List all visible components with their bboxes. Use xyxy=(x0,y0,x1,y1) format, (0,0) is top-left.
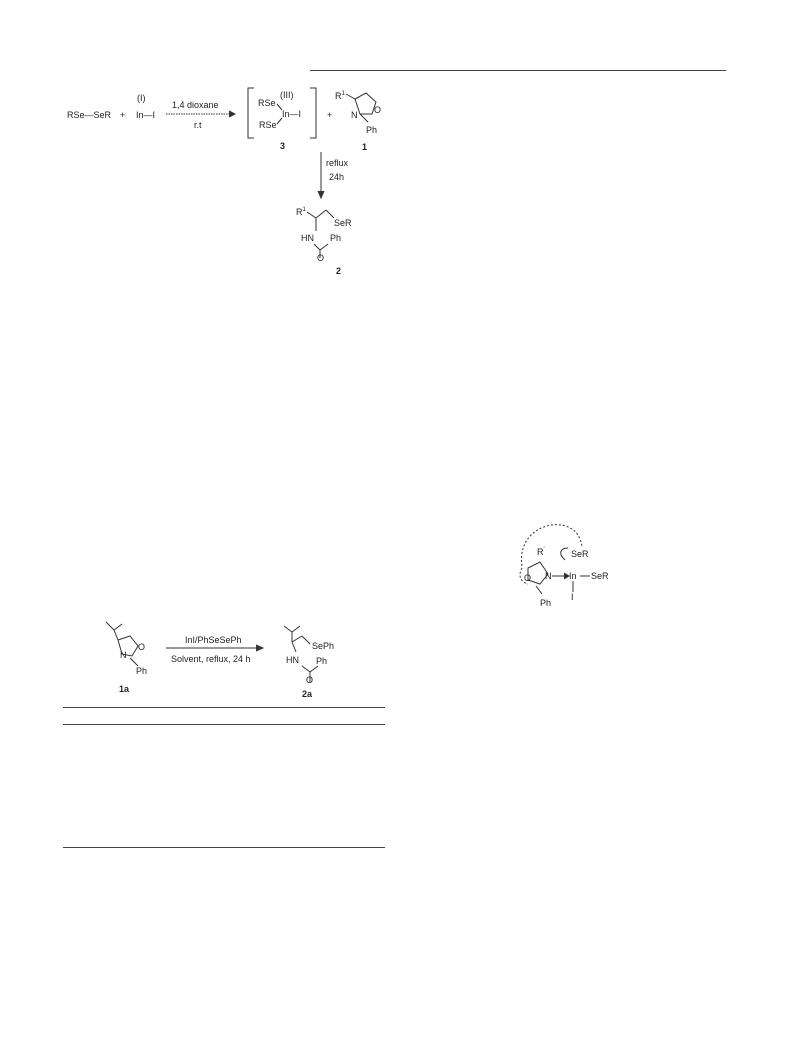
product-2a-hn: HN xyxy=(286,655,299,665)
product-hn: HN xyxy=(301,233,314,243)
product-2a-seph: SePh xyxy=(312,641,335,651)
mechanism-ser-right: SeR xyxy=(591,571,609,581)
diselenide-label: RSe—SeR xyxy=(67,110,112,120)
conditions-solvent: 1,4 dioxane xyxy=(172,100,219,110)
oxazoline-n: N xyxy=(351,110,358,120)
intermediate-in-i: In—I xyxy=(282,109,302,119)
oxazoline-o: O xyxy=(374,105,382,115)
mechanism-n: N xyxy=(545,571,552,581)
compound-label-2: 2 xyxy=(336,266,342,276)
product-r1: $R^1$ xyxy=(296,207,306,217)
oxazoline-r1: $R^1$ xyxy=(335,91,345,101)
time-label: 24h xyxy=(329,172,345,182)
compound-label-3: 3 xyxy=(280,141,286,151)
mechanism-in: In xyxy=(569,571,577,581)
oxazoline-ph: Ph xyxy=(366,125,378,135)
reflux-label: reflux xyxy=(326,158,349,168)
reactant-1a-o: O xyxy=(138,642,146,652)
product-ph: Ph xyxy=(330,233,342,243)
mechanism-r-prime: R' xyxy=(537,547,545,557)
mechanism-ser-top: SeR xyxy=(571,549,589,559)
product-o: O xyxy=(317,253,325,263)
plus-sign-2: + xyxy=(327,110,333,120)
product-ser: SeR xyxy=(334,218,352,228)
conditions-label: Solvent, reflux, 24 h xyxy=(171,654,251,664)
table-bottom-rule xyxy=(63,847,385,848)
plus-sign: + xyxy=(120,110,126,120)
reagent-label: InI/PhSeSePh xyxy=(185,635,242,645)
intermediate-rse-top: RSe xyxy=(258,98,276,108)
reactant-1a-ph: Ph xyxy=(136,666,148,676)
conditions-temp: r.t xyxy=(194,120,202,130)
mechanism-ph: Ph xyxy=(540,598,552,608)
indium-iodide-label: In—I xyxy=(136,110,156,120)
table-top-rule xyxy=(63,707,385,708)
product-2a-o: O xyxy=(306,675,314,685)
oxidation-state-I: (I) xyxy=(137,93,146,103)
compound-label-1a: 1a xyxy=(119,684,130,694)
table-header-rule xyxy=(63,724,385,725)
compound-label-2a: 2a xyxy=(302,689,313,699)
compound-label-1: 1 xyxy=(362,142,368,152)
reactant-1a-n: N xyxy=(120,650,127,660)
oxidation-state-III: (III) xyxy=(280,90,294,100)
mechanism-o: O xyxy=(524,573,532,583)
product-2a-ph: Ph xyxy=(316,656,328,666)
intermediate-rse-bottom: RSe xyxy=(259,120,277,130)
mechanism-i: I xyxy=(571,592,574,602)
